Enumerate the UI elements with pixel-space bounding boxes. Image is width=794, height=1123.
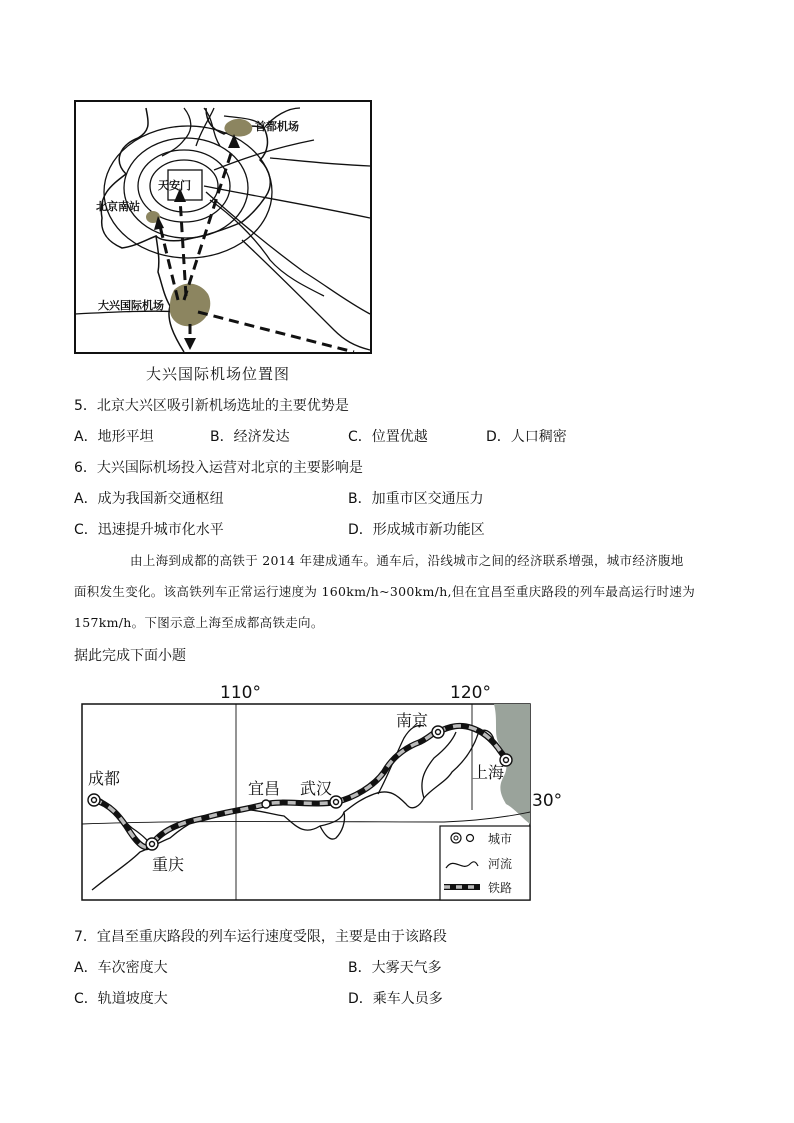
q7-option-d: D．乘车人员多 [348, 991, 443, 1007]
question-6-stem: 6．大兴国际机场投入运营对北京的主要影响是 [74, 460, 363, 476]
map1-caption: 大兴国际机场位置图 [146, 365, 291, 383]
passage-line-1: 由上海到成都的高铁于 2014 年建成通车。通车后，沿线城市之间的经济联系增强，城市经济腹地 [130, 553, 684, 568]
q5-option-c: C．位置优越 [348, 429, 428, 445]
q6-option-b: B．加重市区交通压力 [348, 491, 484, 507]
label-capital-airport: 首都机场 [255, 120, 299, 133]
passage-line-3: 157km/h。下图示意上海至成都高铁走向。 [74, 615, 324, 630]
label-30-degrees: 30° [532, 791, 563, 811]
city-yichang-marker [262, 800, 270, 808]
hsr-map-svg [74, 676, 574, 904]
legend-city-minor-icon [467, 835, 474, 842]
q7-option-c: C．轨道坡度大 [74, 991, 168, 1007]
passage-instruction: 据此完成下面小题 [74, 648, 186, 664]
passage-line-2: 面积发生变化。该高铁列车正常运行速度为 160km/h~300km/h,但在宜昌至重庆路段的列车最高运行时速为 [74, 584, 696, 599]
q5-option-a: A．地形平坦 [74, 429, 154, 445]
label-wuhan: 武汉 [300, 779, 333, 798]
q6-option-c: C．迅速提升城市化水平 [74, 522, 224, 538]
label-shanghai: 上海 [472, 763, 505, 782]
label-nanjing: 南京 [396, 711, 429, 730]
q5-option-d: D．人口稠密 [486, 429, 567, 445]
question-7-stem: 7．宜昌至重庆路段的列车运行速度受限，主要是由于该路段 [74, 929, 447, 945]
label-chongqing: 重庆 [152, 855, 185, 874]
q6-option-a: A．成为我国新交通枢纽 [74, 491, 224, 507]
label-120-degrees: 120° [450, 683, 491, 703]
label-110-degrees: 110° [220, 683, 261, 703]
hsr-route-map [74, 676, 574, 904]
label-yichang: 宜昌 [248, 779, 281, 798]
label-chengdu: 成都 [88, 769, 121, 788]
q6-option-d: D．形成城市新功能区 [348, 522, 485, 538]
q5-option-b: B．经济发达 [210, 429, 290, 445]
daxing-airport-map [74, 100, 372, 354]
label-tiananmen: 天安门 [158, 179, 191, 192]
daxing-map-svg [74, 100, 372, 354]
question-5-stem: 5．北京大兴区吸引新机场选址的主要优势是 [74, 398, 349, 414]
label-south-station: 北京南站 [96, 200, 140, 213]
map-frame [75, 101, 371, 353]
legend-river-label: 河流 [488, 857, 513, 871]
q7-option-b: B．大雾天气多 [348, 960, 442, 976]
label-daxing-airport: 大兴国际机场 [98, 299, 164, 312]
legend-railway-label: 铁路 [488, 881, 513, 895]
q7-option-a: A．车次密度大 [74, 960, 168, 976]
legend-city-label: 城市 [488, 832, 513, 846]
